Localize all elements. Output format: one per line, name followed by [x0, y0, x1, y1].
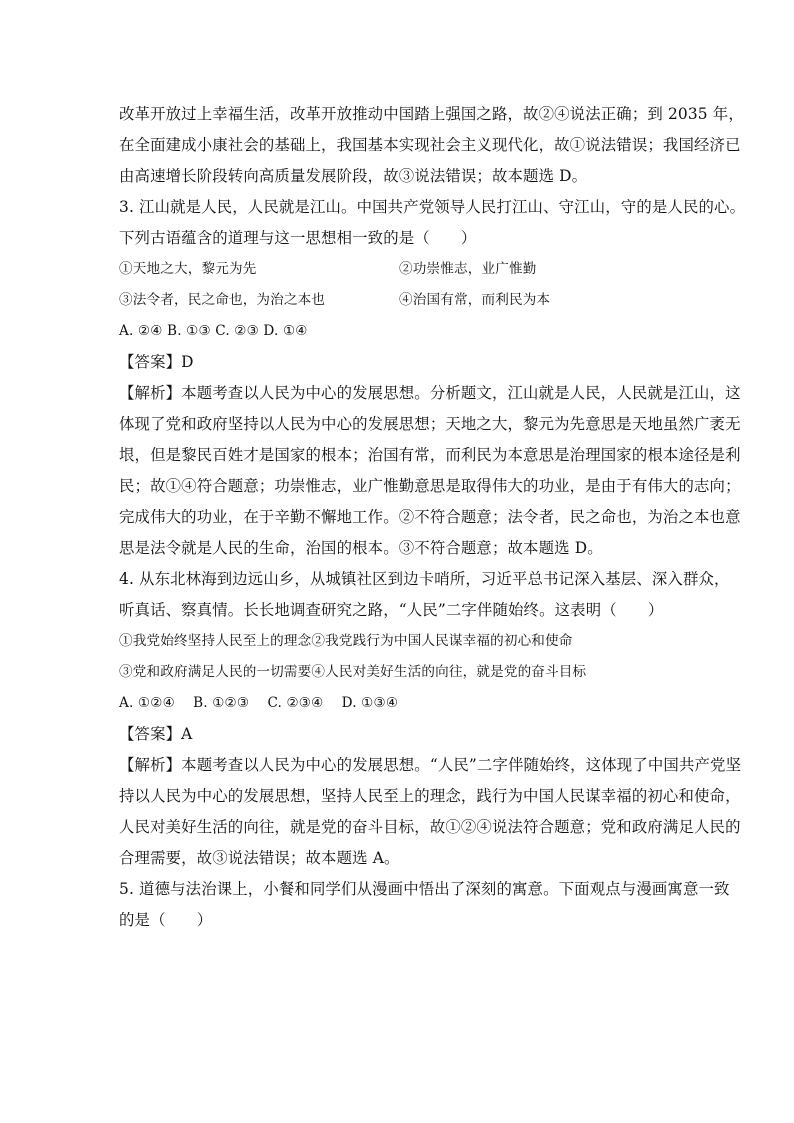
q3-stem-line-1: 3. 江山就是人民，人民就是江山。中国共产党领导人民打江山、守江山，守的是人民的心。: [119, 198, 746, 216]
q3-option-1: ①天地之大，黎元为先: [119, 261, 257, 277]
q5-stem-line-2: 的是（ ）: [119, 911, 213, 929]
q3-analysis-line-6: 思是法令就是人民的生命，治国的根本。③不符合题意；故本题选 D。: [119, 539, 603, 557]
q3-analysis-line-2: 体现了党和政府坚持以人民为中心的发展思想；天地之大，黎元为先意思是天地虽然广袤无: [119, 415, 741, 433]
q3-option-2: ②功崇惟志，业广惟勤: [399, 261, 537, 277]
q4-analysis-line-2: 持以人民为中心的发展思想，坚持人民至上的理念，践行为中国人民谋幸福的初心和使命，: [119, 787, 741, 805]
q3-stem-line-2: 下列古语蕴含的道理与这一思想相一致的是（ ）: [119, 229, 477, 247]
q3-analysis-line-1: 【解析】本题考查以人民为中心的发展思想。分析题文，江山就是人民，人民就是江山，这: [119, 384, 741, 402]
q3-option-4: ④治国有常，而利民为本: [399, 292, 551, 308]
q4-analysis-line-4: 合理需要，故③说法错误；故本题选 A。: [119, 849, 400, 867]
q4-options-3-4: ③党和政府满足人民的一切需要④人民对美好生活的向往，就是党的奋斗目标: [119, 664, 587, 680]
q3-answer: 【答案】D: [119, 353, 194, 371]
q3-analysis-line-5: 完成伟大的功业，在于辛勤不懈地工作。②不符合题意；法令者，民之命也，为治之本也意: [119, 508, 741, 526]
q4-stem-line-1: 4. 从东北林海到边远山乡，从城镇社区到边卡哨所，习近平总书记深入基层、深入群众，: [119, 570, 730, 588]
q3-analysis-line-3: 垠，但是黎民百姓才是国家的根本；治国有常，而利民为本意思是治理国家的根本途径是利: [119, 446, 741, 464]
q3-analysis-line-4: 民；故①④符合题意；功崇惟志，业广惟勤意思是取得伟大的功业，是由于有伟大的志向；: [119, 477, 741, 495]
q4-choices: A. ①②④ B. ①②③ C. ②③④ D. ①③④: [119, 695, 399, 711]
q4-analysis-line-3: 人民对美好生活的向往，就是党的奋斗目标，故①②④说法符合题意；党和政府满足人民的: [119, 818, 741, 836]
q3-choices: A. ②④ B. ①③ C. ②③ D. ①④: [119, 323, 308, 339]
continuation-line-2: 在全面建成小康社会的基础上，我国基本实现社会主义现代化，故①说法错误；我国经济已: [119, 136, 741, 154]
q4-stem-line-2: 听真话、察真情。长长地调查研究之路，“人民”二字伴随始终。这表明（ ）: [119, 601, 664, 619]
continuation-line-3: 由高速增长阶段转向高质量发展阶段，故③说法错误；故本题选 D。: [119, 167, 588, 185]
q4-analysis-line-1: 【解析】本题考查以人民为中心的发展思想。“人民”二字伴随始终，这体现了中国共产党坚: [119, 756, 742, 774]
continuation-line-1: 改革开放过上幸福生活，改革开放推动中国踏上强国之路，故②④说法正确；到 2035 年，: [119, 105, 744, 123]
q4-options-1-2: ①我党始终坚持人民至上的理念②我党践行为中国人民谋幸福的初心和使命: [119, 633, 573, 649]
q5-stem-line-1: 5. 道德与法治课上，小餐和同学们从漫画中悟出了深刻的寓意。下面观点与漫画寓意一致: [119, 880, 730, 898]
q3-option-3: ③法令者，民之命也，为治之本也: [119, 292, 326, 308]
q4-answer: 【答案】A: [119, 725, 193, 743]
